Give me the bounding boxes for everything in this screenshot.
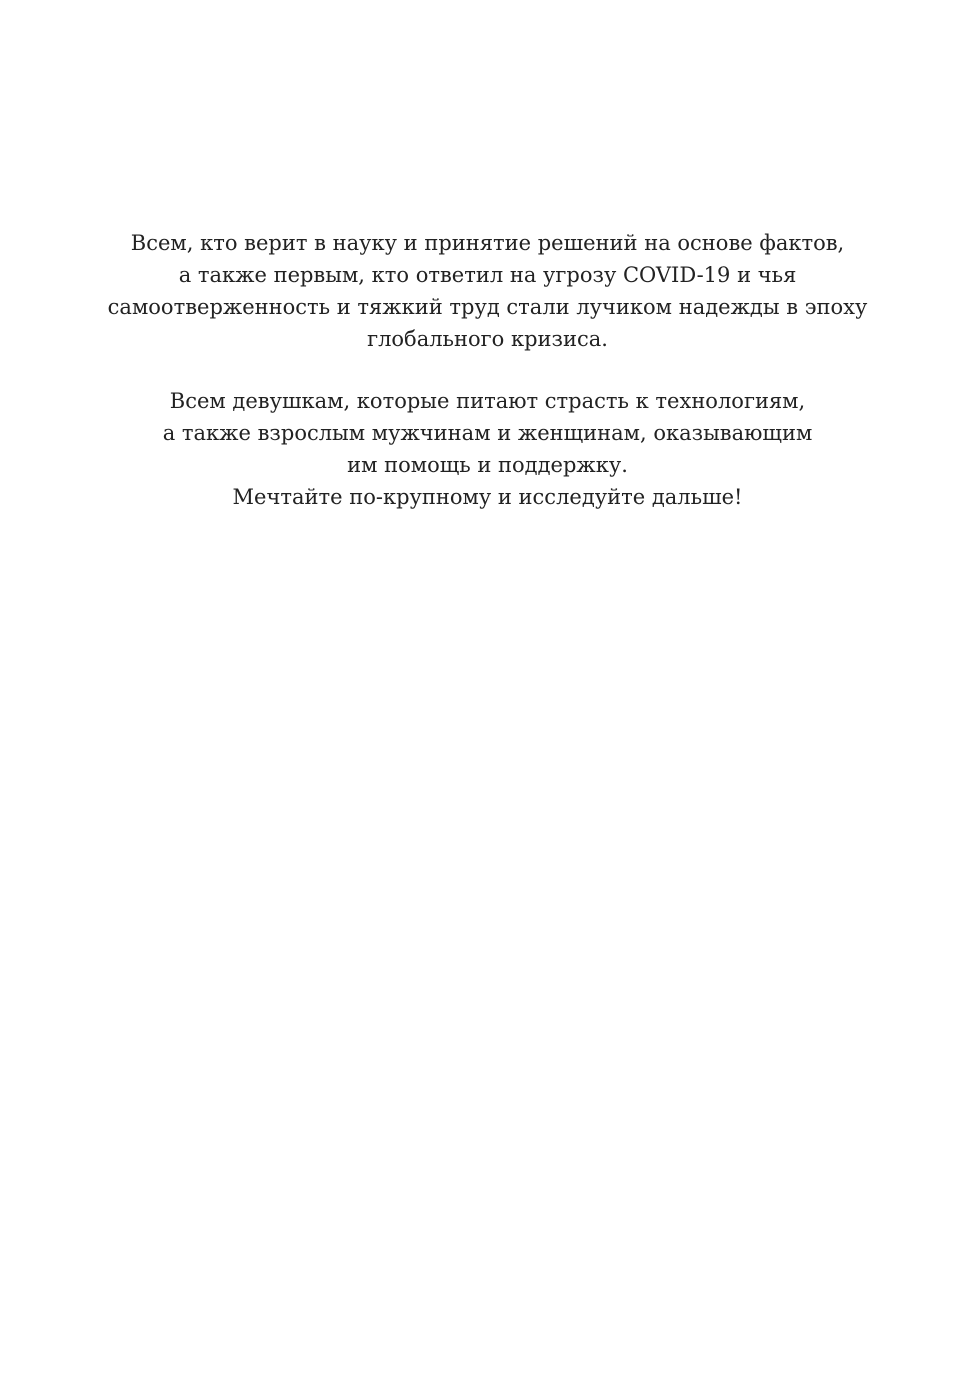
dedication-line: а также взрослым мужчинам и женщинам, оказывающим bbox=[162, 421, 813, 445]
dedication-paragraph-girls-in-tech bbox=[0, 385, 975, 513]
dedication-line: самоотверженность и тяжкий труд стали лучиком надежды в эпоху bbox=[107, 295, 868, 319]
dedication-line: а также первым, кто ответил на угрозу COVID-19 и чья bbox=[178, 263, 797, 287]
dedication-paragraph-covid bbox=[0, 227, 975, 355]
dedication-line: Всем, кто верит в науку и принятие решений на основе фактов, bbox=[130, 231, 845, 255]
dedication-line: Всем девушкам, которые питают страсть к технологиям, bbox=[169, 389, 806, 413]
dedication-text bbox=[0, 227, 975, 513]
dedication-line: им помощь и поддержку. bbox=[347, 453, 628, 477]
dedication-line: глобального кризиса. bbox=[367, 327, 608, 351]
dedication-line: Мечтайте по-крупному и исследуйте дальше! bbox=[232, 485, 743, 509]
